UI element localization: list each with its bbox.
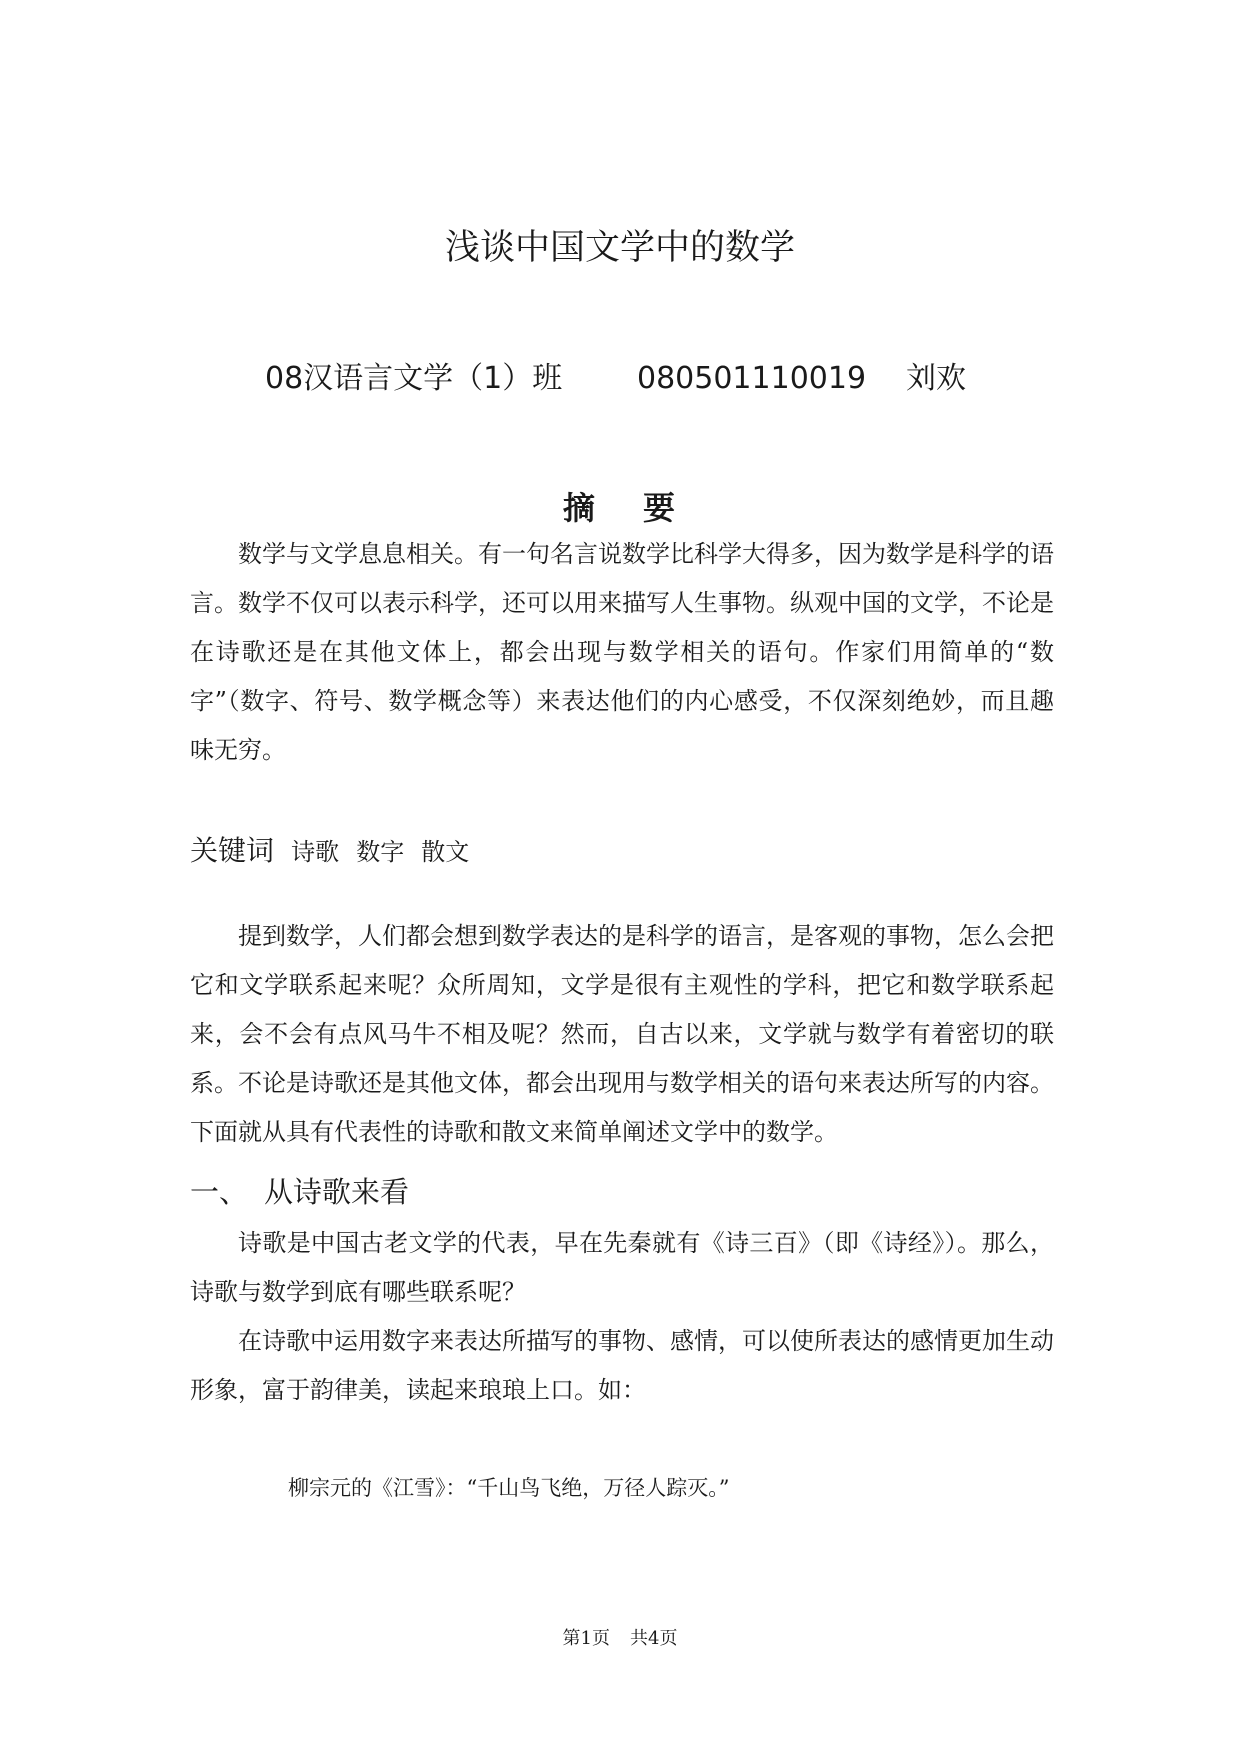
keyword-item: 诗歌 xyxy=(291,838,340,866)
author-line xyxy=(265,354,1005,404)
page-number: 第1页 xyxy=(562,1628,610,1649)
author-class: 08汉语言文学（1）班 xyxy=(265,361,563,396)
section-paragraph-1: 诗歌是中国古老文学的代表，早在先秦就有《诗三百》（即《诗经》）。那么，诗歌与数学到底有哪些联系呢？ xyxy=(190,1229,1054,1306)
keywords-label: 关键词 xyxy=(190,834,275,867)
section-heading xyxy=(190,1167,1054,1217)
section-paragraph-2: 在诗歌中运用数字来表达所描写的事物、感情，可以使所表达的感情更加生动形象，富于韵律美，读起来琅琅上口。如： xyxy=(190,1327,1054,1404)
abstract-paragraph: 数学与文学息息相关。有一句名言说数学比科学大得多，因为数学是科学的语言。数学不仅可以表示科学，还可以用来描写人生事物。纵观中国的文学，不论是在诗歌还是在其他文体上，都会出现与数学相关的语句。作家们用简单的“数字”（数字、符号、数学概念等）来表达他们的内心感受，不仅深刻绝妙，而且趣味无穷。 xyxy=(190,540,1054,764)
page-footer xyxy=(0,1624,1240,1654)
abstract-heading xyxy=(0,486,1240,530)
keywords-line xyxy=(190,826,1054,880)
poem-quote: 柳宗元的《江雪》：“千山鸟飞绝，万径人踪灭。” xyxy=(288,1476,730,1500)
section-number: 一、 xyxy=(190,1175,249,1209)
author-name: 刘欢 xyxy=(906,361,966,396)
abstract-heading-char-2: 要 xyxy=(643,489,678,527)
keyword-item: 散文 xyxy=(421,838,470,866)
keyword-item: 数字 xyxy=(356,838,405,866)
page-title: 浅谈中国文学中的数学 xyxy=(444,228,795,268)
page-total: 共4页 xyxy=(630,1628,678,1649)
intro-paragraph: 提到数学，人们都会想到数学表达的是科学的语言，是客观的事物，怎么会把它和文学联系起来呢？众所周知，文学是很有主观性的学科，把它和数学联系起来，会不会有点风马牛不相及呢？然而，自古以来，文学就与数学有着密切的联系。不论是诗歌还是其他文体，都会出现用与数学相关的语句来表达所写的内容。下面就从具有代表性的诗歌和散文来简单阐述文学中的数学。 xyxy=(190,922,1054,1146)
author-student-id: 080501110019 xyxy=(637,361,867,396)
abstract-heading-char-1: 摘 xyxy=(562,489,597,527)
section-title: 从诗歌来看 xyxy=(264,1175,410,1209)
